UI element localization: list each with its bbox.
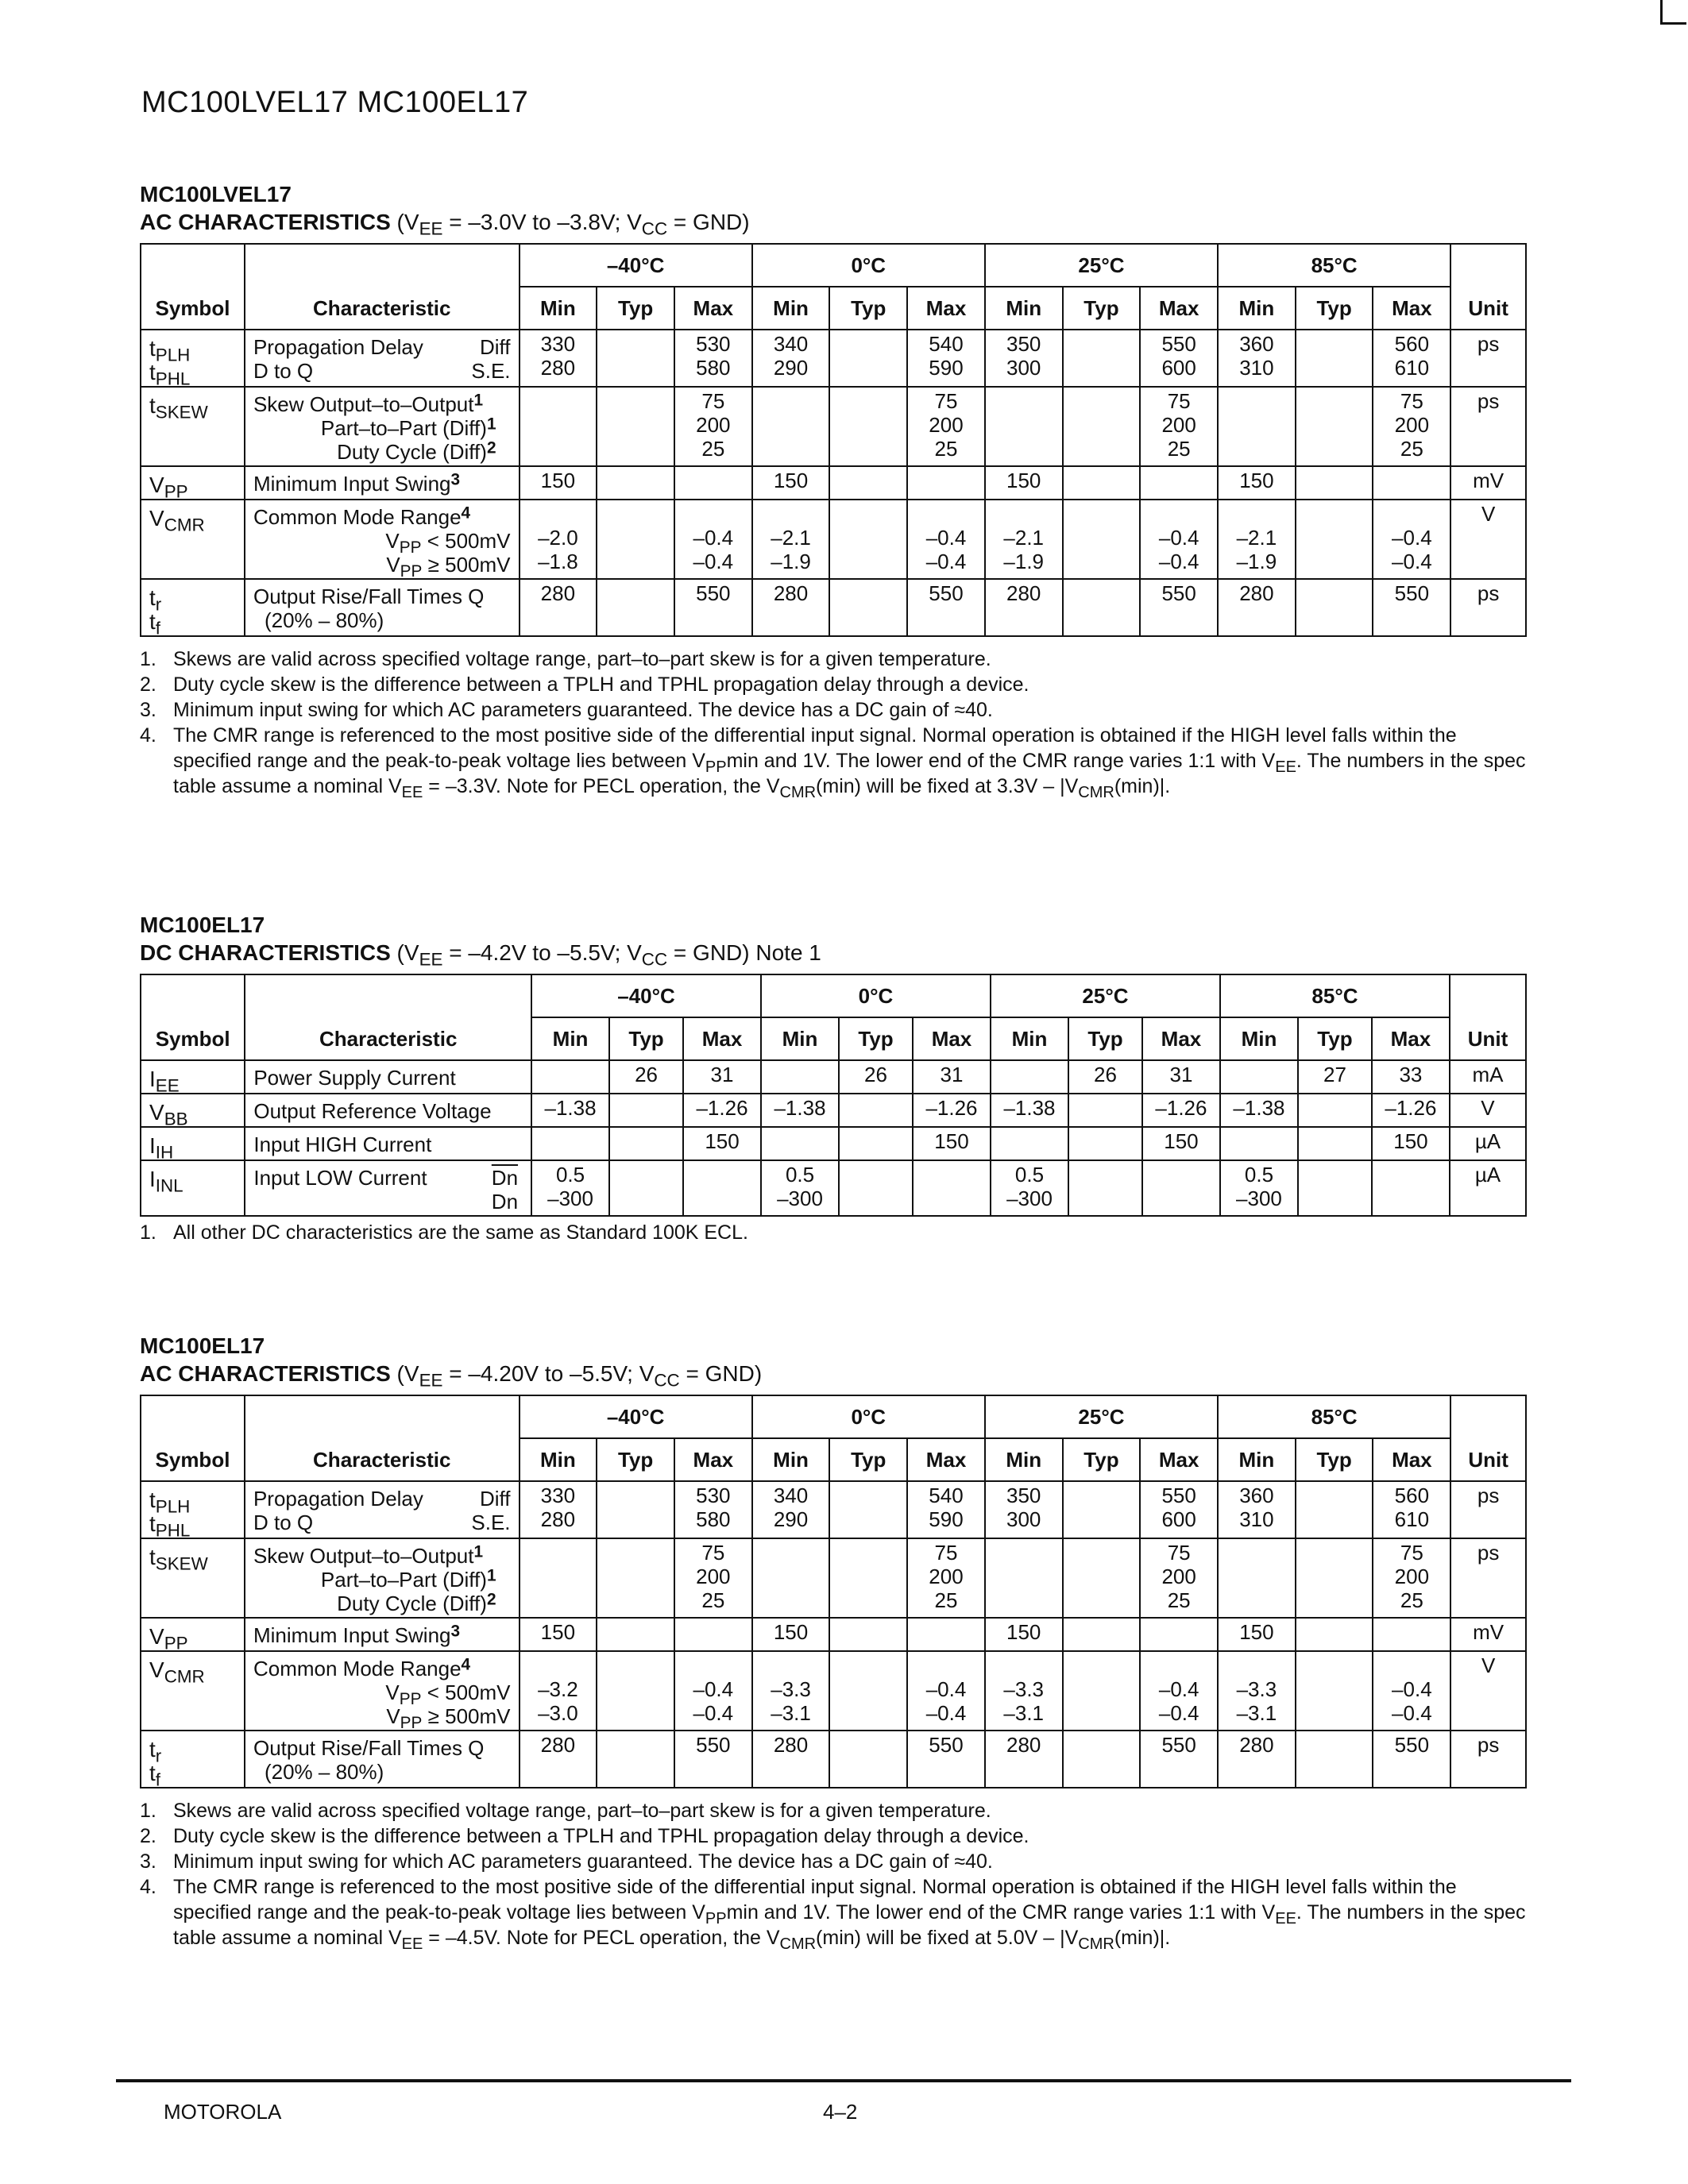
footer-brand: MOTOROLA	[164, 2100, 282, 2124]
footnote: 1. All other DC characteristics are the same as Standard 100K ECL.	[140, 1221, 748, 1244]
table-row: $t_{SKEW}$ Skew Output–to–Output$^1$ Part–to–Part (Diff)$^1$ Duty Cycle (Diff)$^2$ 75 200 25 75 200 25 75 200 25 75 200 25 ps	[141, 1538, 1526, 1618]
table-row: $V_{PP}$ Minimum Input Swing$^3$ 150 150 150 150 mV	[141, 466, 1526, 500]
table-row: $t_{SKEW}$ Skew Output–to–Output$^1$ Part–to–Part (Diff)$^1$ Duty Cycle (Diff)$^2$ 75 200 25 75 200 25 75 200 25 75 200 25 ps	[141, 387, 1526, 466]
temp-header: 25°C	[985, 1395, 1218, 1438]
col-symbol: Symbol	[141, 1438, 245, 1481]
table-row: $t_{PLH}$ $t_{PHL}$ Propagation Delay Diff D to Q S.E. 330 280 530 580 340 290 540 590 350 300 550 600 360 310 560 610 ps	[141, 1481, 1526, 1538]
col-symbol: Symbol	[141, 287, 245, 330]
table-row: $t_{PLH}$ $t_{PHL}$ Propagation Delay Diff D to Q S.E. 330 280 530 580 340 290 540 590 350 300 550 600 360 310 560 610 ps	[141, 330, 1526, 387]
ac-characteristics-table	[140, 1395, 1527, 1788]
symbol-cell: $V_{PP}$	[141, 1618, 245, 1651]
footnote: 1. Skews are valid across specified voltage range, part–to–part skew is for a given temperature.	[140, 648, 991, 670]
col-typ: Typ	[1296, 287, 1373, 330]
section-device: MC100EL17	[140, 913, 265, 937]
table-row: $V_{BB}$ Output Reference Voltage –1.38 –1.26 –1.38 –1.26 –1.38 –1.26 –1.38 –1.26 V	[141, 1094, 1526, 1127]
col-max: Max	[674, 287, 752, 330]
table-row: $t_r$ $t_f$ Output Rise/Fall Times Q (20% – 80%) 280 550 280 550 280 550 280 550 ps	[141, 579, 1526, 636]
section-device: MC100EL17	[140, 1333, 265, 1358]
page-corner-mark	[1660, 0, 1686, 25]
symbol-cell: $I_{IH}$	[141, 1127, 245, 1160]
col-characteristic: Characteristic	[245, 1438, 520, 1481]
temp-header: 0°C	[752, 1395, 985, 1438]
characteristic-cell: Output Rise/Fall Times Q (20% – 80%)	[245, 1731, 520, 1788]
section-mc100el17-ac	[140, 1333, 1527, 1951]
footnote: 4. The CMR range is referenced to the most positive side of the differential input signal. Normal operation is obtained if the HIGH level falls within the specified range and the peak-to-peak voltage lies between $V_{PP}\min$ and 1V. The lower end of the CMR range varies 1:1 with $V_{EE}$. The numbers in the spec table assume a nominal $V_{EE} = -4.5V$. Note for PECL operation, the $V_{CMR}(\min)$ will be fixed at $5.0V - |V_{CMR}(\min)|$.	[140, 1876, 1526, 1953]
symbol-cell: $V_{CMR}$	[141, 1651, 245, 1731]
table-header-row	[141, 244, 1526, 287]
table-row: $t_r$ $t_f$ Output Rise/Fall Times Q (20% – 80%) 280 550 280 550 280 550 280 550 ps	[141, 1731, 1526, 1788]
temp-header: 85°C	[1218, 244, 1450, 287]
symbol-cell: $t_r$ $t_f$	[141, 1731, 245, 1788]
symbol-cell: $I_{INL}$	[141, 1160, 245, 1216]
symbol-cell: $V_{PP}$	[141, 466, 245, 500]
characteristic-cell: Skew Output–to–Output$^1$ Part–to–Part (Diff)$^1$ Duty Cycle (Diff)$^2$	[245, 1538, 520, 1618]
symbol-cell: $t_{PLH}$ $t_{PHL}$	[141, 330, 245, 387]
temp-header: –40°C	[531, 974, 761, 1017]
footnote: 4. The CMR range is referenced to the most positive side of the differential input signal. Normal operation is obtained if the HIGH level falls within the specified range and the peak-to-peak voltage lies between $V_{PP}\min$ and 1V. The lower end of the CMR range varies 1:1 with $V_{EE}$. The numbers in the spec table assume a nominal $V_{EE} = -3.3V$. Note for PECL operation, the $V_{CMR}(\min)$ will be fixed at $3.3V - |V_{CMR}(\min)|$.	[140, 724, 1526, 801]
symbol-cell: $V_{BB}$	[141, 1094, 245, 1127]
symbol-cell: $t_r$ $t_f$	[141, 579, 245, 636]
footnote: 3. Minimum input swing for which AC parameters guaranteed. The device has a DC gain of ≈40.	[140, 1850, 993, 1873]
characteristic-cell: Propagation Delay Diff D to Q S.E.	[245, 330, 520, 387]
col-characteristic: Characteristic	[245, 287, 520, 330]
temp-header: 25°C	[985, 244, 1218, 287]
section-title: DC CHARACTERISTICS	[140, 940, 391, 965]
col-symbol: Symbol	[141, 1017, 245, 1060]
symbol-cell: $V_{CMR}$	[141, 500, 245, 579]
section-mc100lvel17-ac	[140, 181, 1527, 799]
footnote: 1. Skews are valid across specified voltage range, part–to–part skew is for a given temperature.	[140, 1800, 991, 1822]
temp-header: 25°C	[991, 974, 1220, 1017]
cond-sub: CC	[641, 218, 668, 239]
section-subtitle	[140, 208, 1527, 237]
col-characteristic: Characteristic	[245, 1017, 531, 1060]
footer-divider	[116, 2079, 1571, 2082]
page-header: MC100LVEL17 MC100EL17	[141, 86, 529, 119]
col-typ: Typ	[597, 287, 674, 330]
footnotes	[140, 1220, 1527, 1245]
col-typ: Typ	[1063, 287, 1141, 330]
footnotes	[140, 1798, 1527, 1951]
characteristic-cell: Output Rise/Fall Times Q (20% – 80%)	[245, 579, 520, 636]
table-row: $V_{PP}$ Minimum Input Swing$^3$ 150 150 150 150 mV	[141, 1618, 1526, 1651]
table-header-row: Symbol Characteristic Min Typ Max Min Typ Max Min Typ Max Min Typ Max Unit	[141, 1017, 1526, 1060]
table-header-row: Symbol Characteristic Min Typ Max Min Typ Max Min Typ Max Min Typ Max Unit	[141, 1438, 1526, 1481]
symbol-cell: $t_{SKEW}$	[141, 1538, 245, 1618]
ac-characteristics-table	[140, 243, 1527, 637]
col-min: Min	[752, 287, 830, 330]
symbol-cell: $t_{SKEW}$	[141, 387, 245, 466]
table-header-row	[141, 974, 1526, 1017]
characteristic-cell: Input LOW Current $\overline{Dn}$ Dn	[245, 1160, 531, 1216]
symbol-cell: $t_{PLH}$ $t_{PHL}$	[141, 1481, 245, 1538]
col-max: Max	[1373, 287, 1450, 330]
footnotes	[140, 646, 1527, 799]
temp-header: –40°C	[520, 1395, 752, 1438]
symbol-cell: $I_{EE}$	[141, 1060, 245, 1094]
characteristic-cell: Input HIGH Current	[245, 1127, 531, 1160]
table-row: $I_{EE}$ Power Supply Current 26 31 26 31 26 31 27 33 mA	[141, 1060, 1526, 1094]
col-min: Min	[520, 287, 597, 330]
table-row: $I_{IH}$ Input HIGH Current 150 150 150 150 µA	[141, 1127, 1526, 1160]
temp-header: 85°C	[1218, 1395, 1450, 1438]
footnote: 2. Duty cycle skew is the difference between a TPLH and TPHL propagation delay through a device.	[140, 1825, 1029, 1847]
col-unit: Unit	[1450, 1017, 1526, 1060]
cond-sub: EE	[419, 218, 443, 239]
characteristic-cell: Common Mode Range$^4$ $V_{PP} < 500mV$ $V_{PP} \ge 500mV$	[245, 1651, 520, 1731]
characteristic-cell: Minimum Input Swing$^3$	[245, 466, 520, 500]
table-row: $V_{CMR}$ Common Mode Range$^4$ $V_{PP} < 500mV$ $V_{PP} \ge 500mV$ –2.0 –1.8 –0.4 –0.4 –2.1 –1.9 –0.4 –0.4 –2.1 –1.9 –0.4 –0.4 –2.1 –1.9 –0.4 –0.4 V	[141, 500, 1526, 579]
characteristic-cell: Skew Output–to–Output$^1$ Part–to–Part (Diff)$^1$ Duty Cycle (Diff)$^2$	[245, 387, 520, 466]
col-unit: Unit	[1450, 1438, 1526, 1481]
temp-header: 85°C	[1220, 974, 1450, 1017]
characteristic-cell: Propagation Delay Diff D to Q S.E.	[245, 1481, 520, 1538]
temp-header: 0°C	[752, 244, 985, 287]
section-mc100el17-dc	[140, 912, 1527, 1245]
footnote: 3. Minimum input swing for which AC parameters guaranteed. The device has a DC gain of ≈40.	[140, 699, 993, 721]
cond-text: = –3.0V to –3.8V; V	[442, 210, 642, 234]
col-typ: Typ	[829, 287, 907, 330]
footnote: 2. Duty cycle skew is the difference between a TPLH and TPHL propagation delay through a device.	[140, 673, 1029, 696]
characteristic-cell: Power Supply Current	[245, 1060, 531, 1094]
section-title: AC CHARACTERISTICS	[140, 210, 391, 234]
cond-text: (V	[390, 210, 419, 234]
table-row: $I_{INL}$ Input LOW Current $\overline{Dn}$ Dn 0.5 –300 0.5 –300 0.5 –300 0.5 –300 µA	[141, 1160, 1526, 1216]
table-header-row	[141, 1395, 1526, 1438]
col-max: Max	[1140, 287, 1218, 330]
col-min: Min	[1218, 287, 1296, 330]
col-min: Min	[985, 287, 1063, 330]
table-row: $V_{CMR}$ Common Mode Range$^4$ $V_{PP} < 500mV$ $V_{PP} \ge 500mV$ –3.2 –3.0 –0.4 –0.4 –3.3 –3.1 –0.4 –0.4 –3.3 –3.1 –0.4 –0.4 –3.3 –3.1 –0.4 –0.4 V	[141, 1651, 1526, 1731]
col-max: Max	[907, 287, 985, 330]
characteristic-cell: Output Reference Voltage	[245, 1094, 531, 1127]
page-number: 4–2	[823, 2100, 858, 2124]
temp-header: 0°C	[761, 974, 991, 1017]
section-title: AC CHARACTERISTICS	[140, 1361, 391, 1386]
section-subtitle: AC CHARACTERISTICS ($V_{EE} = -4.20V$ to –5.5V; $V_{CC} = GND$)	[140, 1361, 763, 1391]
characteristic-cell: Minimum Input Swing$^3$	[245, 1618, 520, 1651]
section-subtitle: DC CHARACTERISTICS ($V_{EE} = -4.2V$ to –5.5V; $V_{CC} = GND$) Note 1	[140, 940, 821, 970]
dc-characteristics-table	[140, 974, 1527, 1217]
temp-header: –40°C	[520, 244, 752, 287]
table-header-row	[141, 287, 1526, 330]
col-unit: Unit	[1450, 287, 1526, 330]
cond-text: = GND)	[667, 210, 750, 234]
characteristic-cell: Common Mode Range$^4$ $V_{PP} < 500mV$ $V_{PP} \ge 500mV$	[245, 500, 520, 579]
section-device: MC100LVEL17	[140, 182, 292, 206]
